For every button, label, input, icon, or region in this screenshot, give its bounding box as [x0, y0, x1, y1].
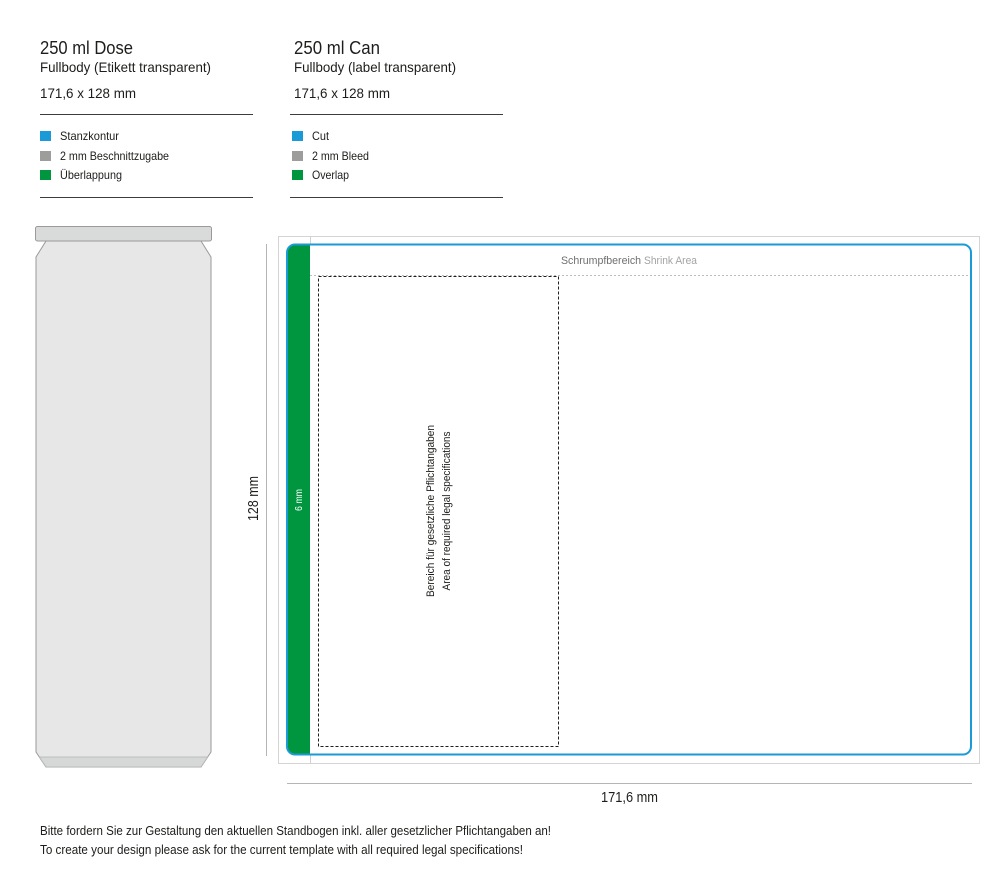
vertical-dimension-label: 128 mm — [246, 468, 262, 521]
footer-note-de: Bitte fordern Sie zur Gestaltung den aktuellen Standbogen inkl. aller gesetzlicher Pflichtangaben an! — [40, 824, 551, 838]
overlap-width-label: 6 mm — [294, 486, 305, 511]
legend-label-cut-de: Stanzkontur — [60, 129, 119, 143]
legal-area-label-en: Area of required legal specifications — [441, 416, 453, 591]
can-body — [36, 241, 211, 767]
label-format-en: 171,6 x 128 mm — [294, 85, 390, 101]
can-illustration — [36, 227, 212, 768]
product-title-de: 250 ml Dose — [40, 37, 133, 58]
cut-color-swatch — [292, 131, 303, 141]
footer-note-en: To create your design please ask for the current template with all required legal specifications! — [40, 843, 523, 857]
shrink-area-label-en: Shrink Area — [644, 255, 698, 267]
can-lid — [36, 227, 212, 242]
legend-item-bleed-de — [40, 149, 169, 163]
horizontal-dimension-label: 171,6 mm — [601, 790, 658, 806]
label-format-de: 171,6 x 128 mm — [40, 85, 136, 101]
overlap-color-swatch — [40, 170, 51, 180]
legend-item-overlap-en — [292, 168, 349, 182]
legend-label-cut-en: Cut — [312, 129, 330, 143]
legend-label-overlap-de: Überlappung — [60, 168, 122, 182]
label-area — [287, 245, 971, 755]
product-subtitle-en: Fullbody (label transparent) — [294, 59, 456, 75]
vertical-dimension-label-group — [246, 468, 262, 521]
legend-label-bleed-de: 2 mm Beschnittzugabe — [60, 149, 170, 163]
legend-label-bleed-en: 2 mm Bleed — [312, 149, 369, 163]
bleed-color-swatch — [292, 151, 303, 161]
product-title-en: 250 ml Can — [294, 37, 380, 58]
cut-color-swatch — [40, 131, 51, 141]
product-subtitle-de: Fullbody (Etikett transparent) — [40, 59, 211, 75]
shrink-area-label-de: Schrumpfbereich — [561, 255, 641, 267]
legend-label-overlap-en: Overlap — [312, 168, 350, 182]
legal-area-label-de: Bereich für gesetzliche Pflichtangaben — [425, 409, 437, 597]
label-template — [279, 237, 980, 764]
overlap-label-group — [294, 486, 305, 511]
can-base — [39, 757, 207, 767]
overlap-color-swatch — [292, 170, 303, 180]
bleed-color-swatch — [40, 151, 51, 161]
